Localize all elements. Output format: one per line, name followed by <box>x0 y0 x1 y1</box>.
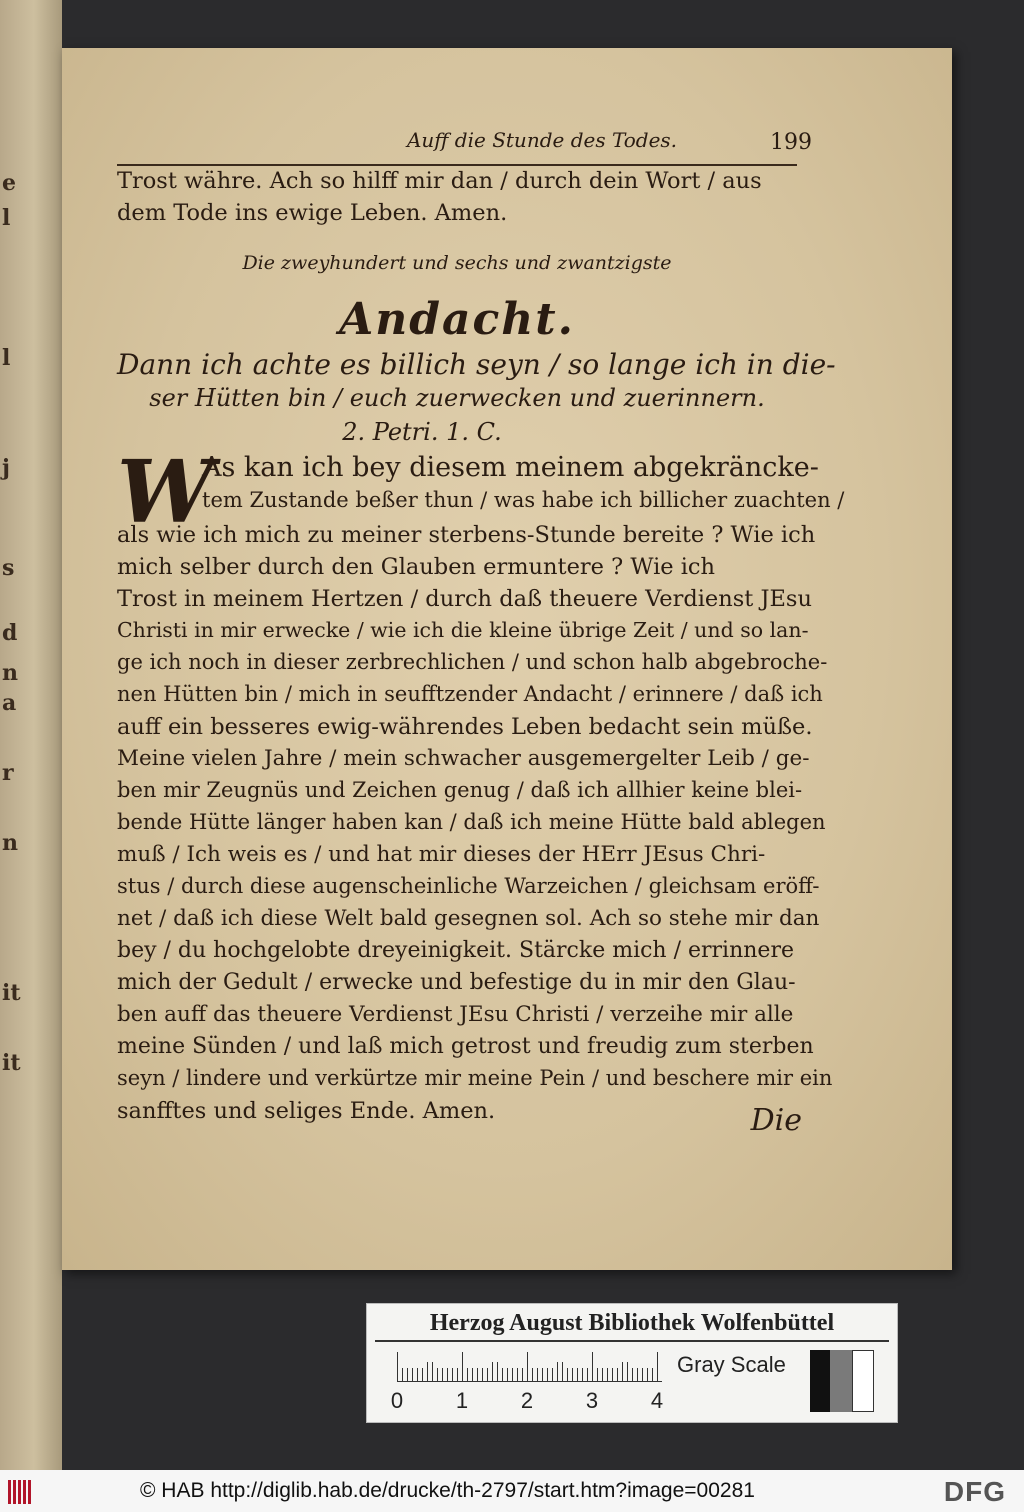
library-name: Herzog August Bibliothek Wolfenbüttel <box>429 1310 835 1336</box>
edge-letter: d <box>2 620 18 646</box>
body-line: net / daß ich diese Welt bald gesegnen sol. Ach so stehe mir dan <box>117 906 820 931</box>
ruler-tick <box>642 1368 643 1382</box>
body-line: As kan ich bey diesem meinem abgekräncke- <box>202 452 819 483</box>
ruler-tick <box>622 1362 623 1382</box>
body-line: Christi in mir erwecke / wie ich die kleine übrige Zeit / und so lan- <box>117 618 809 642</box>
devotion-subtitle: Die zweyhundert und sechs und zwantzigste <box>242 252 672 274</box>
ruler-tick <box>412 1368 413 1382</box>
body-line: meine Sünden / und laß mich getrost und freudig zum sterben <box>117 1034 814 1059</box>
devotion-title: Andacht. <box>339 294 575 345</box>
ruler-tick <box>532 1368 533 1382</box>
library-color-scale-label <box>366 1303 898 1423</box>
body-line: muß / Ich weis es / und hat mir dieses der HErr JEsus Chri- <box>117 842 766 867</box>
ruler-tick <box>607 1368 608 1382</box>
edge-letter: j <box>2 455 10 481</box>
label-divider <box>375 1340 889 1342</box>
ruler-tick <box>577 1368 578 1382</box>
ruler-tick <box>492 1362 493 1382</box>
body-line: ben mir Zeugnüs und Zeichen genug / daß ich allhier keine blei- <box>117 778 803 802</box>
footer-bar <box>0 1470 1024 1512</box>
ruler-tick <box>527 1352 528 1382</box>
ruler-tick <box>602 1368 603 1382</box>
edge-letter: it <box>2 980 21 1006</box>
ruler-tick <box>547 1368 548 1382</box>
ruler-number: 2 <box>520 1388 534 1413</box>
edge-letter: it <box>2 1050 21 1076</box>
ruler-tick <box>652 1368 653 1382</box>
ruler-tick <box>472 1368 473 1382</box>
drop-cap: W <box>117 442 214 543</box>
ruler-tick <box>512 1368 513 1382</box>
body-line: stus / durch diese augenscheinliche Warzeichen / gleichsam eröff- <box>117 874 820 898</box>
edge-letter: r <box>2 760 14 786</box>
ruler-tick <box>572 1368 573 1382</box>
ruler-tick <box>542 1368 543 1382</box>
running-head: Auff die Stunde des Todes. <box>406 128 678 152</box>
ruler-tick <box>482 1368 483 1382</box>
body-line: ben auff das theuere Verdienst JEsu Christi / verzeihe mir alle <box>117 1002 794 1027</box>
ruler-tick <box>432 1362 433 1382</box>
ruler-tick <box>522 1368 523 1382</box>
book-page <box>62 48 952 1270</box>
body-line: als wie ich mich zu meiner sterbens-Stunde bereite ? Wie ich <box>117 522 816 548</box>
ruler-tick <box>487 1368 488 1382</box>
body-line: sanfftes und seliges Ende. Amen. <box>117 1098 496 1124</box>
ruler-number: 3 <box>585 1388 599 1413</box>
ruler-tick <box>612 1368 613 1382</box>
ruler-tick <box>422 1368 423 1382</box>
ruler-number: 0 <box>390 1388 404 1413</box>
ruler-number: 4 <box>650 1388 664 1413</box>
ruler-tick <box>397 1352 398 1382</box>
ruler <box>397 1352 667 1382</box>
ruler-tick <box>467 1368 468 1382</box>
ruler-tick <box>427 1362 428 1382</box>
ruler-tick <box>442 1368 443 1382</box>
ruler-tick <box>407 1368 408 1382</box>
ruler-tick <box>497 1362 498 1382</box>
body-line: seyn / lindere und verkürtze mir meine Pein / und beschere mir ein <box>117 1066 833 1090</box>
body-line: auff ein besseres ewig-währendes Leben bedacht sein müße. <box>117 714 813 740</box>
ruler-tick <box>417 1368 418 1382</box>
body-line: bey / du hochgelobte dreyeinigkeit. Stärcke mich / errinnere <box>117 938 794 963</box>
copyright-url[interactable]: © HAB http://diglib.hab.de/drucke/th-2797/start.htm?image=00281 <box>140 1479 755 1502</box>
ruler-tick <box>657 1352 658 1382</box>
ruler-number: 1 <box>455 1388 469 1413</box>
catchword: Die <box>750 1103 802 1138</box>
ruler-tick <box>402 1368 403 1382</box>
motto-line: Dann ich achte es billich seyn / so lange ich in die- <box>117 348 836 381</box>
dfg-logo: DFG <box>943 1476 1006 1507</box>
ruler-tick <box>552 1368 553 1382</box>
ruler-tick <box>567 1368 568 1382</box>
edge-letter: n <box>2 830 18 856</box>
ruler-tick <box>507 1368 508 1382</box>
ruler-tick <box>452 1368 453 1382</box>
ruler-tick <box>592 1352 593 1382</box>
adjacent-page-edge <box>0 0 62 1470</box>
ruler-tick <box>587 1368 588 1382</box>
body-line: tem Zustande beßer thun / was habe ich billicher zuachten / <box>202 488 845 512</box>
ruler-tick <box>537 1368 538 1382</box>
header-rule <box>117 164 797 166</box>
ruler-tick <box>462 1352 463 1382</box>
edge-letter: l <box>2 345 11 371</box>
ruler-tick <box>502 1368 503 1382</box>
ruler-tick <box>557 1362 558 1382</box>
ruler-tick <box>457 1368 458 1382</box>
edge-letter: l <box>2 205 11 231</box>
ruler-tick <box>437 1368 438 1382</box>
edge-letter: n <box>2 660 18 686</box>
edge-letter: e <box>2 170 16 196</box>
body-line: Meine vielen Jahre / mein schwacher ausgemergelter Leib / ge- <box>117 746 810 771</box>
ruler-tick <box>617 1368 618 1382</box>
ruler-tick <box>447 1368 448 1382</box>
ruler-tick <box>647 1368 648 1382</box>
body-line: mich selber durch den Glauben ermuntere ? Wie ich <box>117 554 716 580</box>
edge-letter: s <box>2 555 15 581</box>
page-number: 199 <box>770 130 812 155</box>
edge-letter: a <box>2 690 17 716</box>
motto-line: ser Hütten bin / euch zuerwecken und zuerinnern. <box>149 384 765 412</box>
ruler-tick <box>637 1368 638 1382</box>
gray-scale-label: Gray Scale <box>677 1352 786 1377</box>
text-line: Trost währe. Ach so hilff mir dan / durch dein Wort / aus <box>117 168 762 194</box>
ruler-tick <box>632 1368 633 1382</box>
body-line: nen Hütten bin / mich in seufftzender Andacht / erinnere / daß ich <box>117 682 823 706</box>
gray-swatch-black <box>810 1350 830 1412</box>
text-line: dem Tode ins ewige Leben. Amen. <box>117 200 508 226</box>
gray-swatch-white <box>852 1350 874 1412</box>
body-line: mich der Gedult / erwecke und befestige du in mir den Glau- <box>117 970 796 995</box>
ruler-tick <box>627 1362 628 1382</box>
body-line: bende Hütte länger haben kan / daß ich meine Hütte bald ablegen <box>117 810 826 834</box>
scripture-reference: 2. Petri. 1. C. <box>342 418 502 446</box>
ruler-tick <box>597 1368 598 1382</box>
body-line: Trost in meinem Hertzen / durch daß theuere Verdienst JEsu <box>117 586 812 612</box>
ruler-tick <box>582 1368 583 1382</box>
hab-logo-icon <box>8 1480 34 1504</box>
gray-swatch-gray <box>830 1350 852 1412</box>
ruler-tick <box>562 1362 563 1382</box>
body-line: ge ich noch in dieser zerbrechlichen / und schon halb abgebroche- <box>117 650 828 674</box>
ruler-tick <box>517 1368 518 1382</box>
ruler-tick <box>477 1368 478 1382</box>
